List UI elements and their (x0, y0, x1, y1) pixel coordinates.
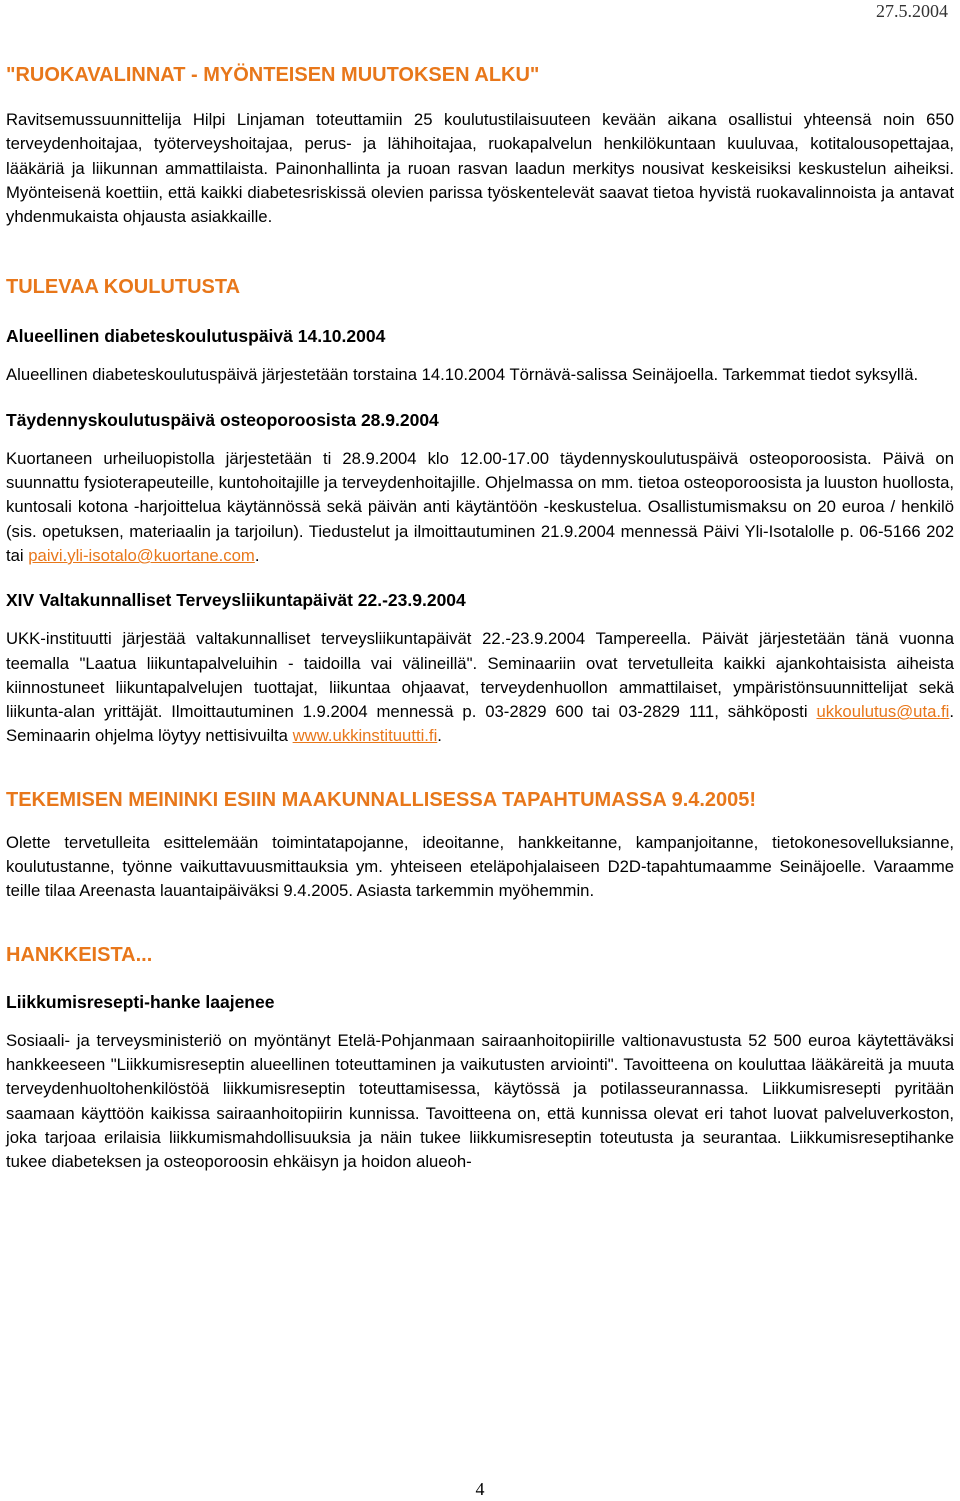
section-subtitle-hankkeista: Liikkumisresepti-hanke laajenee (6, 991, 275, 1012)
event-body-osteoporosis (6, 447, 954, 568)
event-body-terveysliikunta-mid: . Seminaarin ohjelma löytyy nettisivuilta (6, 702, 954, 746)
event-title-osteoporosis: Täydennyskoulutuspäivä osteoporoosista 28.9.2004 (6, 409, 439, 430)
event-body-osteoporosis-end: . (254, 545, 260, 565)
section-title-tekemisen: TEKEMISEN MEININKI ESIIN MAAKUNNALLISESSA TAPAHTUMASSA 9.4.2005! (6, 788, 757, 811)
section-body-hankkeista: Sosiaali- ja terveysministeriö on myöntänyt Etelä-Pohjanmaan sairaanhoitopiirille valtionavustusta 52 500 euroa käytettäväksi hankkeeseen "Liikkumisreseptin alueellinen toteuttaminen ja vaikutusten arviointi". Tavoitteena on kouluttaa lääkäreitä ja muuta terveydenhuoltohenkilöstöä liikkumisreseptin toteuttamisessa, käytössä ja potilasseurannassa. Liikkumisresepti pyritään saamaan käyttöön kaikissa sairaanhoitopiirin kunnissa. Tavoitteena on, että kunnissa olevat eri tahot luovat palveluverkoston, joka tarjoaa erilaisia liikkumismahdollisuuksia ja näin tukee liikkumisreseptin toteutusta ja seurantaa. Liikkumisreseptihanke tukee diabeteksen ja osteoporoosin ehkäisyn ja hoidon alueoh- (6, 1030, 954, 1172)
section-title-hankkeista: HANKKEISTA... (6, 943, 153, 966)
event-body-terveysliikunta-end: . (437, 726, 442, 746)
event-body-osteoporosis-text: Kuortaneen urheiluopistolla järjestetään ti 28.9.2004 klo 12.00-17.00 täydennyskoulutuspäivä osteoporoosista. Päivä on suunnattu fysioterapeuteille, kuntohoitajille ja terveydenhoitajille. Ohjelmassa on mm. tietoa osteoporoosista ja luuston huollosta, kuntosali kotona -harjoittelua käytännössä sekä päivän anti käytäntöön -keskustelua. Osallistumismaksu on 20 euroa / henkilö (sis. opetuksen, materiaalin ja tarjoilun). Tiedustelut ja ilmoittautuminen 21.9.2004 mennessä Päivi Yli-Isotalolle p. 06-5166 202 tai (6, 448, 954, 565)
email-link-ukk[interactable]: ukkoulutus@uta.fi (816, 702, 950, 722)
email-link-kuortane[interactable]: paivi.yli-isotalo@kuortane.com (28, 545, 255, 565)
section-title-ruokavalinnat: "RUOKAVALINNAT - MYÖNTEISEN MUUTOKSEN ALKU" (6, 64, 540, 86)
web-link-ukk[interactable]: www.ukkinstituutti.fi (292, 726, 438, 746)
document-date: 27.5.2004 (876, 1, 948, 21)
event-title-diabetes: Alueellinen diabeteskoulutuspäivä 14.10.2004 (6, 326, 386, 347)
section-body-ruokavalinnat: Ravitsemussuunnittelija Hilpi Linjaman toteuttamiin 25 koulutustilaisuuteen kevään aikana osallistui yhteensä noin 650 terveydenhoitajaa, työterveyshoitajaa, perus- ja lähihoitajaa, ruokapalvelun henkilökuntaan kuuluvaa, kotitalousopettajaa, lääkäriä ja liikunnan ammattilaista. Painonhallinta ja ruoan rasvan laadun merkitys nousivat keskeisiksi keskustelun aiheiksi. Myönteisenä koettiin, että kaikki diabetesriskissä olevien parissa työskentelevät saavat tietoa hyvistä ruokavalinnoista ja antavat yhdenmukaista ohjausta asiakkaille. (6, 110, 954, 227)
section-title-tulevaa: TULEVAA KOULUTUSTA (6, 276, 241, 299)
document-content (6, 62, 954, 1174)
page-number: 4 (475, 1479, 485, 1499)
event-body-terveysliikunta-text: UKK-instituutti järjestää valtakunnalliset terveysliikuntapäivät 22.-23.9.2004 Tampereella. Päivät järjestetään tänä vuonna teemalla "Laatua liikuntapalveluihin - taidoilla vai välineillä". Seminaariin ovat tervetulleita kaikki ajankohtaisista aiheista kiinnostuneet liikuntapalvelujen tuottajat, liikuntaa ohjaavat, terveydenhuollon ammattilaiset, ympäristönsuunnittelijat sekä liikunta-alan yrittäjät. Ilmoittautuminen 1.9.2004 mennessä p. 03-2829 600 tai 03-2829 111, sähköposti (6, 629, 954, 722)
event-title-terveysliikunta: XIV Valtakunnalliset Terveysliikuntapäivät 22.-23.9.2004 (6, 590, 466, 611)
event-body-terveysliikunta (6, 627, 954, 748)
section-body-tekemisen: Olette tervetulleita esittelemään toimintatapojanne, ideoitanne, hankkeitanne, kampanjoitanne, tietokonesovelluksianne, koulutustanne, työnne vaikuttavuusmittauksia ym. yhteiseen eteläpohjalaiseen D2D-tapahtumaamme Seinäjoelle. Varaamme teille tilaa Areenasta lauantaipäiväksi 9.4.2005. Asiasta tarkemmin myöhemmin. (6, 832, 954, 901)
event-body-diabetes: Alueellinen diabeteskoulutuspäivä järjestetään torstaina 14.10.2004 Törnävä-salissa Seinäjoella. Tarkemmat tiedot syksyllä. (6, 365, 919, 385)
